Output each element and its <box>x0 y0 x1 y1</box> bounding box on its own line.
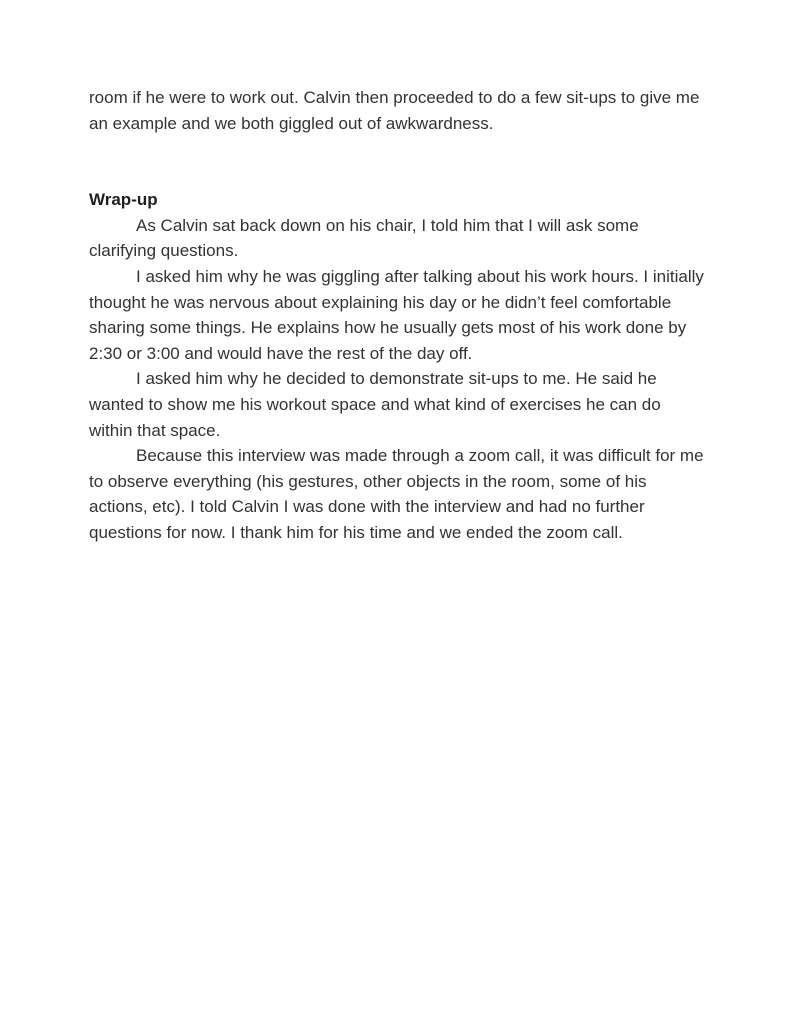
paragraph-sit-ups-question: I asked him why he decided to demonstrate sit-ups to me. He said he wanted to show me his workout space and what kind of exercises he can do within that space. <box>89 369 661 440</box>
paragraph-giggling-question: I asked him why he was giggling after talking about his work hours. I initially thought he was nervous about explaining his day or he didn’t feel comfortable sharing some things. He explains how he usually gets most of his work done by 2:30 or 3:00 and would have the rest of the day off. <box>89 266 704 363</box>
document-page <box>89 85 704 546</box>
paragraph-zoom-call-closing: Because this interview was made through a zoom call, it was difficult for me to observe everything (his gestures, other objects in the room, some of his actions, etc). I told Calvin I was done with the interview and had no further questions for now. I thank him for his time and we ended the zoom call. <box>89 446 704 542</box>
section-heading: Wrap-up <box>89 190 158 210</box>
continuation-paragraph: room if he were to work out. Calvin then proceeded to do a few sit-ups to give me an example and we both giggled out of awkwardness. <box>89 88 700 133</box>
section-spacer <box>89 136 704 187</box>
paragraph-clarifying-questions: As Calvin sat back down on his chair, I told him that I will ask some clarifying questions. <box>89 215 639 261</box>
